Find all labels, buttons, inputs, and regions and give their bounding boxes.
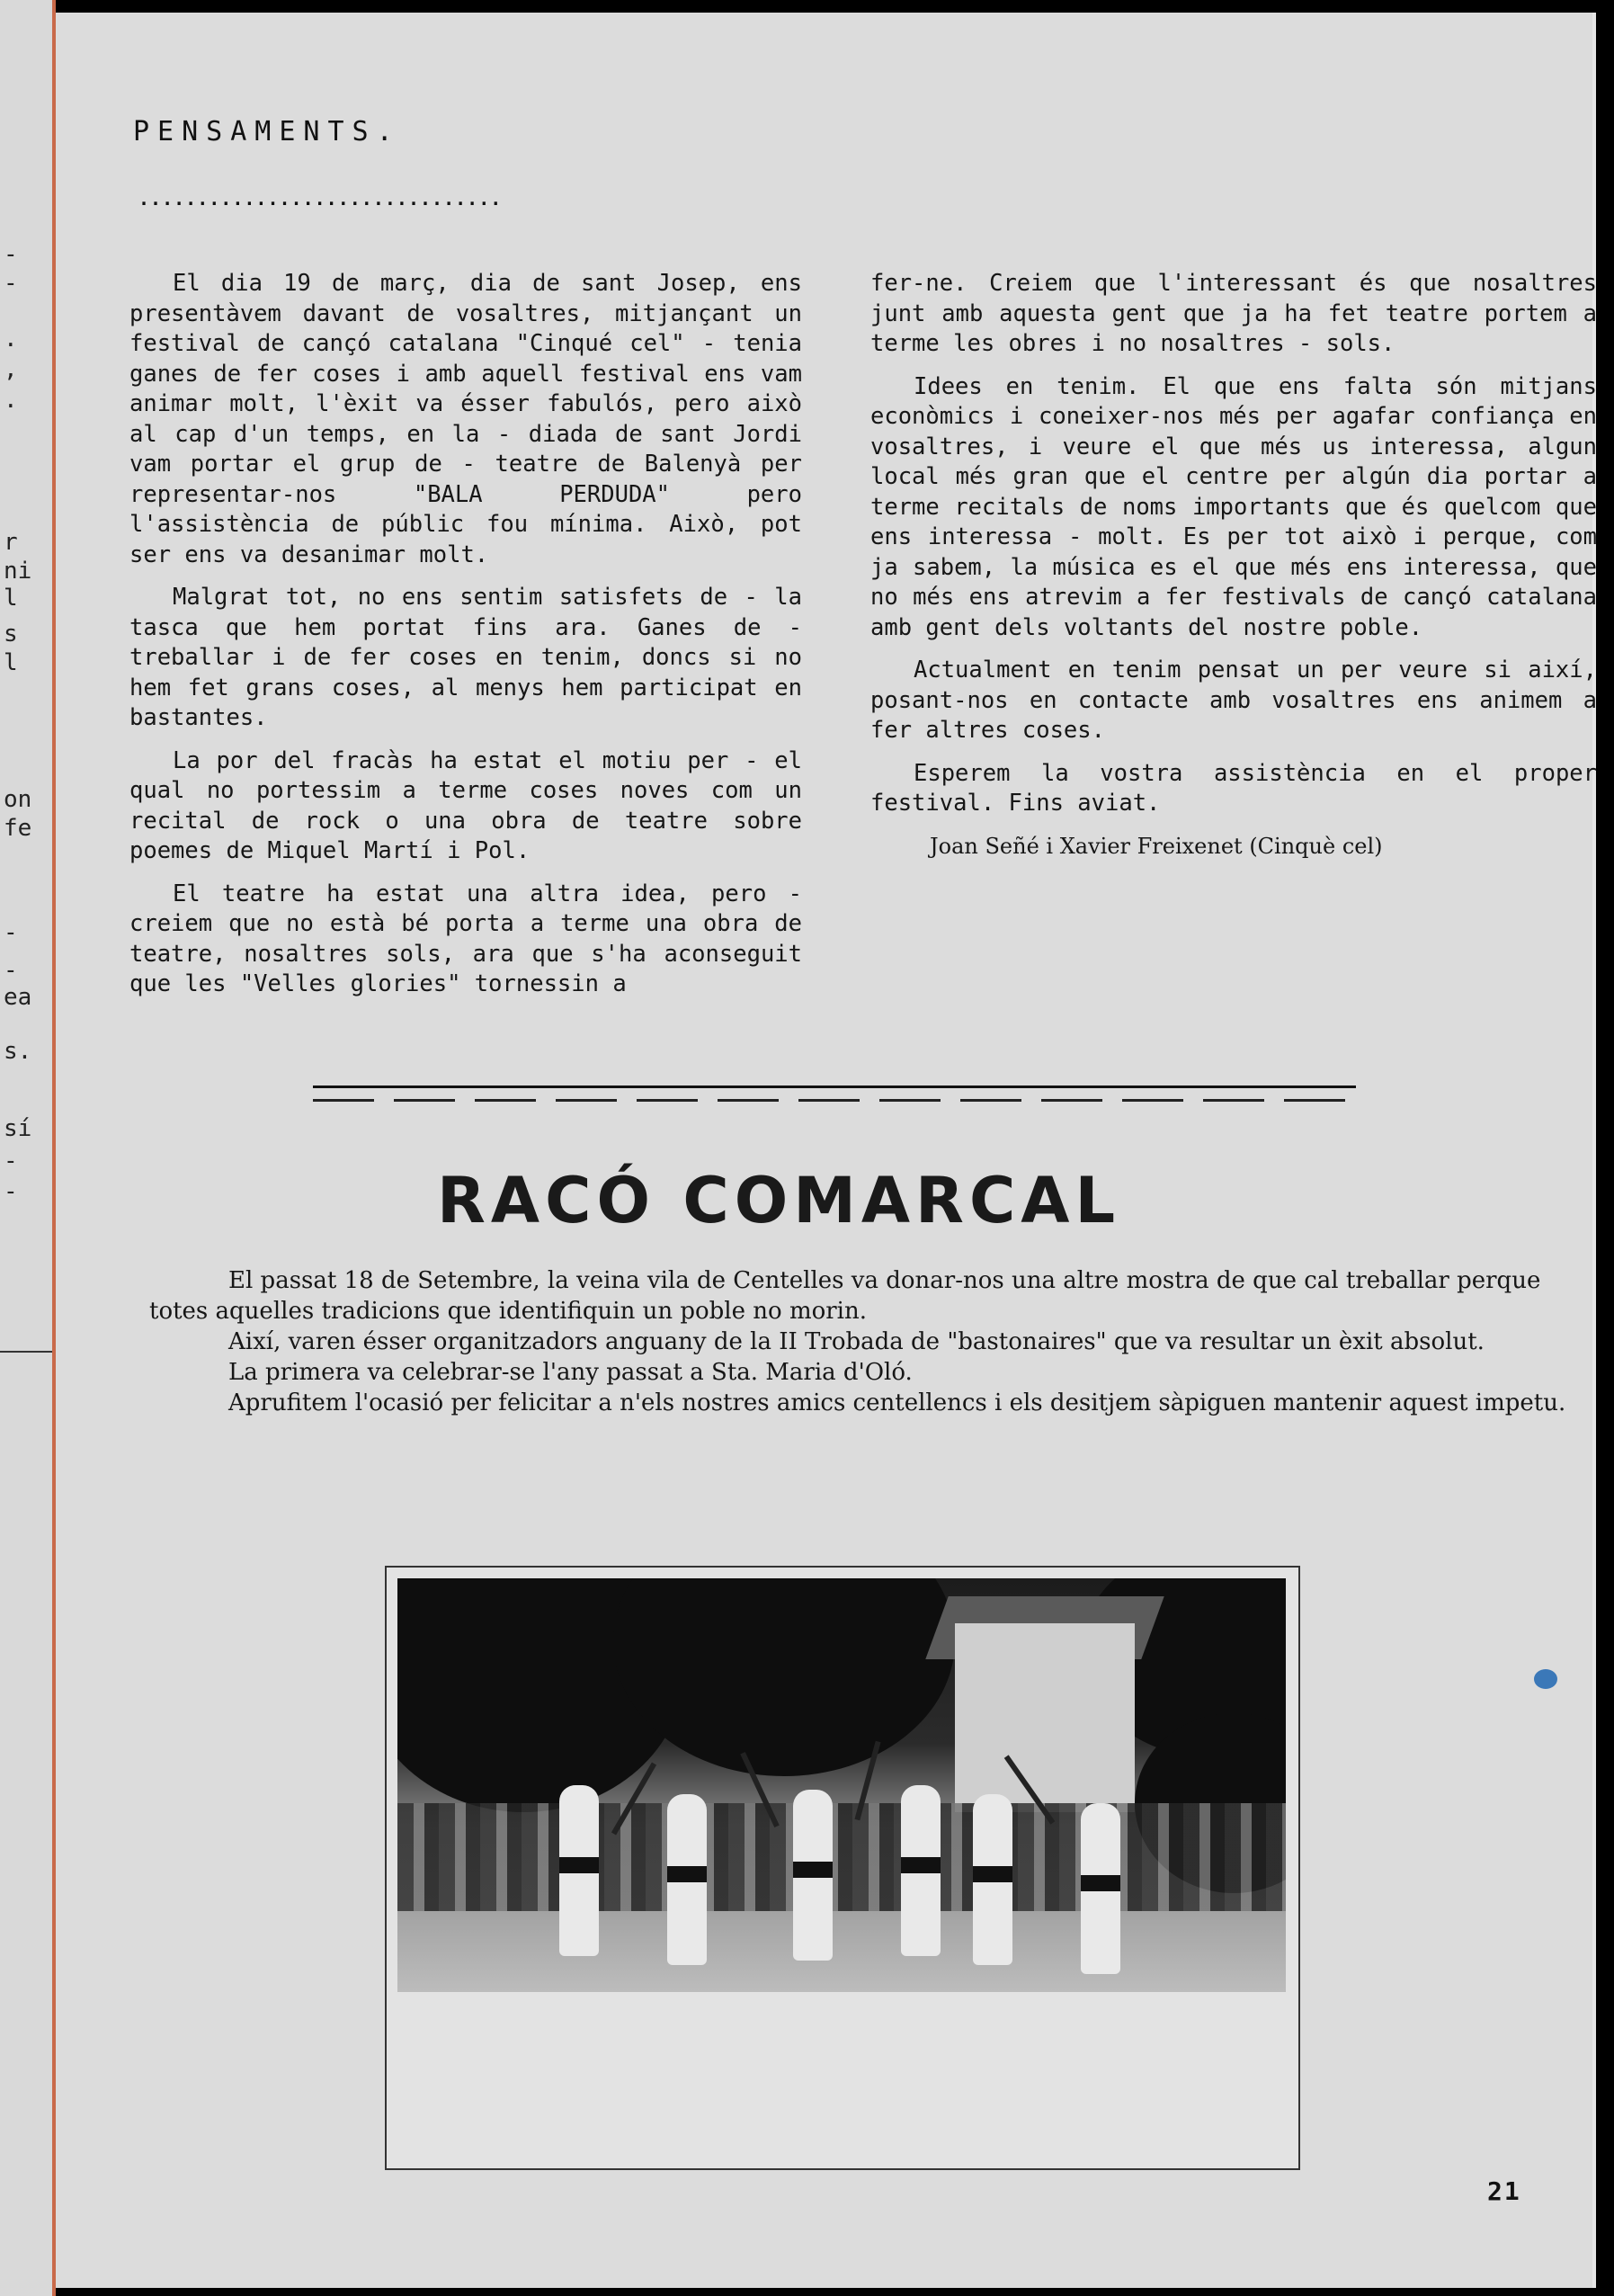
paragraph: El teatre ha estat una altra idea, pero - creiem que no està bé porta a terme una obra de teatre, nosaltres sols, ara que s'ha aconseguit que les "Velles glories" tornessin a xyxy=(129,880,802,997)
paragraph: Esperem la vostra assistència en el proper festival. Fins aviat. xyxy=(870,759,1597,817)
left-column xyxy=(129,269,802,1013)
paragraph: Malgrat tot, no ens sentim satisfets de - la tasca que hem portat fins ara. Ganes de - treballar i de fer coses en tenim, doncs si no hem fet grans coses, al menys hem participat en bastantes. xyxy=(129,584,802,731)
fragment: fe xyxy=(4,815,32,842)
paragraph: fer-ne. Creiem que l'interessant és que nosaltres junt amb aquesta gent que ja ha fet teatre portem a terme les obres i no nosaltres - sols. xyxy=(870,270,1597,357)
fragment: - xyxy=(4,241,18,268)
paragraph: La por del fracàs ha estat el motiu per - el qual no portessim a terme coses noves com un recital de rock o una obra de teatre sobre poemes de Miquel Martí i Pol. xyxy=(129,746,802,864)
signature: Joan Señé i Xavier Freixenet (Cinquè cel) xyxy=(930,833,1383,859)
bastonaires-dance-photo xyxy=(397,1578,1286,1992)
fragment: s xyxy=(4,621,18,648)
section-divider xyxy=(313,1085,1356,1088)
fragment: . xyxy=(4,387,18,414)
paragraph: Així, varen ésser organitzadors anguany de la II Trobada de "bastonaires" que va resultar un èxit absolut. xyxy=(228,1328,1485,1355)
heading-underline: ............................... xyxy=(138,188,503,210)
section-divider-dashed xyxy=(313,1099,1356,1102)
fragment: - xyxy=(4,919,18,946)
fragment: - xyxy=(4,270,18,297)
photo-blank-area xyxy=(387,1999,1298,2161)
fragment: ea xyxy=(4,984,32,1011)
fragment: l xyxy=(4,585,18,612)
fragment: l xyxy=(4,649,18,676)
previous-page-edge xyxy=(0,0,56,2296)
fragment: sí xyxy=(4,1115,32,1142)
paragraph: El passat 18 de Setembre, la veina vila de Centelles va donar-nos una altre mostra de que cal treballar perque totes aquelles tradicions que identifiquin un poble no morin. xyxy=(149,1267,1541,1325)
fragment: r xyxy=(4,529,18,556)
paragraph: Aprufitem l'ocasió per felicitar a n'els nostres amics centellencs i els desitjem sàpiguen mantenir aquest impetu. xyxy=(228,1389,1566,1416)
paragraph: Actualment en tenim pensat un per veure si així, posant-nos en contacte amb vosaltres ens animem a fer altres coses. xyxy=(870,657,1597,744)
section-heading: PENSAMENTS. xyxy=(133,116,401,147)
fragment: . xyxy=(4,326,18,353)
divider-line xyxy=(0,1351,52,1353)
magazine-page xyxy=(56,13,1596,2288)
fragment: on xyxy=(4,786,32,813)
fragment: - xyxy=(4,957,18,984)
raco-comarcal-title: RACÓ COMARCAL xyxy=(437,1164,1121,1237)
fragment: - xyxy=(4,1178,18,1205)
fragment: ni xyxy=(4,558,32,585)
ink-spot xyxy=(1534,1669,1557,1689)
paragraph: La primera va celebrar-se l'any passat a Sta. Maria d'Oló. xyxy=(228,1359,913,1386)
fragment: , xyxy=(4,356,18,383)
right-column xyxy=(870,269,1597,874)
fragment: - xyxy=(4,1148,18,1175)
photo-frame xyxy=(385,1566,1300,2170)
fragment: s. xyxy=(4,1038,32,1065)
raco-comarcal-body xyxy=(149,1265,1588,1418)
paragraph: Idees en tenim. El que ens falta són mitjans econòmics i coneixer-nos més per agafar confiança en vosaltres, i veure el que més us interessa, algun local més gran que el centre per algún dia portar a terme recitals de noms importants que és quelcom que ens interessa - molt. Es per tot això i perque, com ja sabem, la música es el que més ens interessa, que no més ens atrevim a fer festivals de cançó catalana amb gent dels voltants del nostre poble. xyxy=(870,372,1597,641)
page-number: 21 xyxy=(1487,2176,1521,2206)
paragraph: El dia 19 de març, dia de sant Josep, ens presentàvem davant de vosaltres, mitjançant un festival de cançó catalana "Cinqué cel" - tenia ganes de fer coses i amb aquell festival ens vam animar molt, l'èxit va ésser fabulós, pero això al cap d'un temps, en la - diada de sant Jordi vam portar el grup de - teatre de Balenyà per representar-nos "BALA PERDUDA" pero l'assistència de públic fou mínima. Això, pot ser ens va desanimar molt. xyxy=(129,270,802,568)
